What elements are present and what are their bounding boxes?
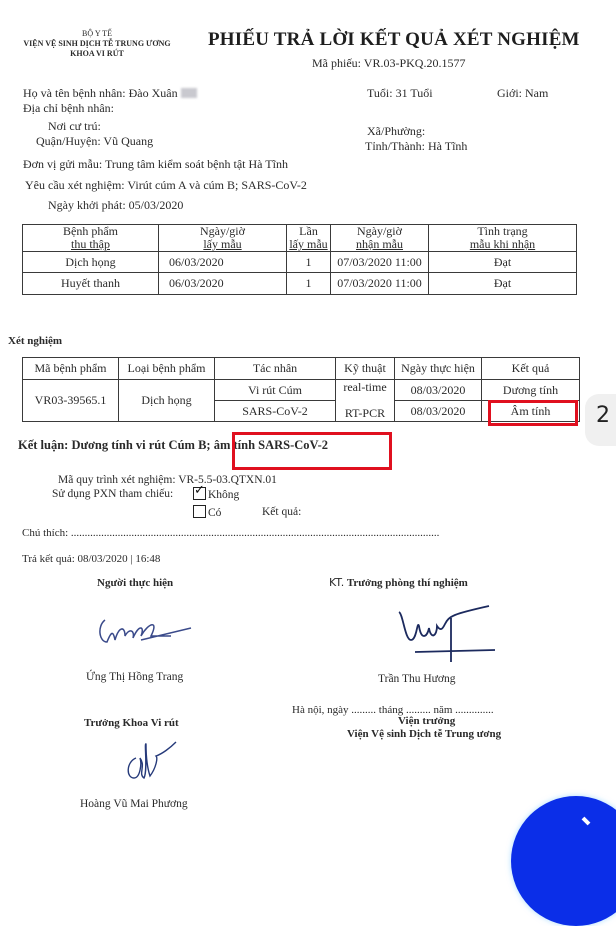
conclusion: Kết luận: Dương tính vi rút Cúm B; âm tính SARS-CoV-2	[18, 438, 329, 452]
header-cell: Loại bệnh phẩm	[119, 358, 215, 380]
test-section-title: Xét nghiệm	[8, 335, 63, 347]
address-label: Địa chỉ bệnh nhân:	[23, 101, 114, 115]
form-code: Mã phiếu: VR.03-PKQ.20.1577	[312, 56, 466, 70]
result-cell: Dương tính	[482, 380, 580, 401]
performer-title: Người thực hiện	[97, 577, 174, 589]
document-title: PHIẾU TRẢ LỜI KẾT QUẢ XÉT NGHIỆM	[208, 29, 580, 50]
option-yes	[193, 505, 221, 520]
header-cell: lấy mẫu	[289, 237, 328, 251]
ministry-label: BỘ Y TẾ	[82, 29, 112, 38]
sample-table-header	[23, 225, 577, 252]
header-cell: Bệnh phẩm	[63, 224, 118, 238]
redacted-name	[181, 88, 197, 98]
table-cell: Đạt	[429, 252, 577, 273]
table-cell: 06/03/2020	[159, 252, 287, 273]
table-cell: 07/03/2020 11:00	[331, 252, 429, 273]
header-cell: Tác nhân	[215, 358, 336, 380]
director-org: Viện Vệ sinh Dịch tễ Trung ương	[347, 728, 502, 740]
header-cell: mẫu khi nhận	[469, 237, 536, 251]
director-title: Viện trưởng	[398, 715, 456, 727]
floating-edit-button[interactable]	[511, 796, 616, 926]
table-row	[23, 273, 577, 295]
header-cell: lấy mẫu	[203, 237, 242, 251]
onset-date: Ngày khởi phát: 05/03/2020	[48, 198, 184, 212]
lab-head-name: Trần Thu Hương	[378, 673, 456, 685]
department-label: KHOA VI RÚT	[70, 49, 124, 58]
agent-cell: SARS-CoV-2	[215, 401, 336, 422]
dept-head-title: Trưởng Khoa Vi rút	[84, 717, 179, 729]
signature-dept-head-icon	[118, 740, 178, 784]
pencil-icon	[561, 816, 591, 846]
lab-head-title-text: Trưởng phòng thí nghiệm	[346, 577, 468, 589]
option-no-label: Không	[208, 489, 240, 501]
highlight-conclusion	[232, 432, 392, 470]
header-cell: Mã bệnh phẩm	[23, 358, 119, 380]
checkbox-empty-icon[interactable]	[193, 505, 206, 518]
province-label: Tỉnh/Thành: Hà Tĩnh	[365, 139, 468, 153]
institute-label: VIỆN VỆ SINH DỊCH TỄ TRUNG ƯƠNG	[23, 39, 171, 48]
table-row	[23, 252, 577, 273]
header-cell: Tình trạng	[477, 224, 528, 238]
date-cell: 08/03/2020	[395, 380, 482, 401]
table-cell: 07/03/2020 11:00	[331, 273, 429, 295]
procedure-code: Mã quy trình xét nghiệm: VR-5.5-03.QTXN.01	[58, 474, 277, 486]
header-cell: Lần	[299, 224, 318, 238]
note-line: Chú thích: ......................................................................................................................................	[22, 527, 440, 539]
header-cell: Kỹ thuật	[336, 358, 395, 380]
table-cell: 1	[287, 273, 331, 295]
technique-line: real-time	[343, 380, 387, 394]
agent-cell: Vi rút Cúm	[215, 380, 336, 401]
test-table-header	[23, 358, 580, 380]
header-cell: nhận mẫu	[356, 237, 403, 251]
lab-head-title	[329, 576, 468, 590]
technique-cell	[336, 380, 395, 422]
patient-name-text: Họ và tên bệnh nhân: Đào Xuân	[23, 86, 178, 100]
residence-label: Nơi cư trú:	[48, 119, 101, 133]
return-datetime: Trả kết quả: 08/03/2020 | 16:48	[22, 553, 161, 565]
annotation-number: 2	[596, 403, 610, 428]
patient-name	[23, 86, 197, 100]
performer-name: Ứng Thị Hồng Trang	[86, 671, 184, 683]
table-cell: Dịch họng	[23, 252, 159, 273]
specimen-code: VR03-39565.1	[23, 380, 119, 422]
header-cell: Ngày/giờ	[199, 224, 245, 238]
district-label: Quận/Huyện: Vũ Quang	[36, 134, 154, 148]
date-cell: 08/03/2020	[395, 401, 482, 422]
dept-head-name: Hoàng Vũ Mai Phương	[80, 798, 188, 810]
reference-result-label: Kết quả:	[262, 506, 302, 518]
test-request: Yêu cầu xét nghiệm: Virút cúm A và cúm B; SARS-CoV-2	[25, 178, 307, 192]
header-cell: thu thập	[71, 237, 110, 251]
reference-lab-label: Sử dụng PXN tham chiếu:	[52, 488, 174, 500]
signature-lab-head-icon	[393, 600, 503, 662]
header-cell: Ngày/giờ	[356, 224, 402, 238]
option-yes-label: Có	[208, 507, 222, 519]
signature-performer-icon	[95, 612, 195, 652]
sender-label: Đơn vị gửi mẫu: Trung tâm kiểm soát bệnh tật Hà Tĩnh	[23, 157, 288, 171]
technique-line: RT-PCR	[344, 406, 386, 420]
header-cell: Ngày thực hiện	[395, 358, 482, 380]
sample-table	[22, 224, 577, 295]
highlight-negative-result	[488, 400, 578, 426]
result-cell: Âm tính	[482, 401, 580, 422]
table-cell: 1	[287, 252, 331, 273]
checkbox-checked-icon[interactable]	[193, 487, 206, 500]
table-cell: Đạt	[429, 273, 577, 295]
header-cell: Kết quả	[482, 358, 580, 380]
patient-gender: Giới: Nam	[497, 86, 549, 100]
table-row	[23, 380, 580, 401]
specimen-type: Dịch họng	[119, 380, 215, 422]
lab-head-prefix: KT.	[329, 576, 345, 589]
table-cell: 06/03/2020	[159, 273, 287, 295]
table-cell: Huyết thanh	[23, 273, 159, 295]
place-date: Hà nội, ngày ......... tháng ......... năm ..............	[292, 704, 494, 716]
option-no	[193, 487, 239, 502]
ward-label: Xã/Phường:	[367, 124, 426, 138]
patient-age: Tuổi: 31 Tuổi	[367, 86, 433, 100]
